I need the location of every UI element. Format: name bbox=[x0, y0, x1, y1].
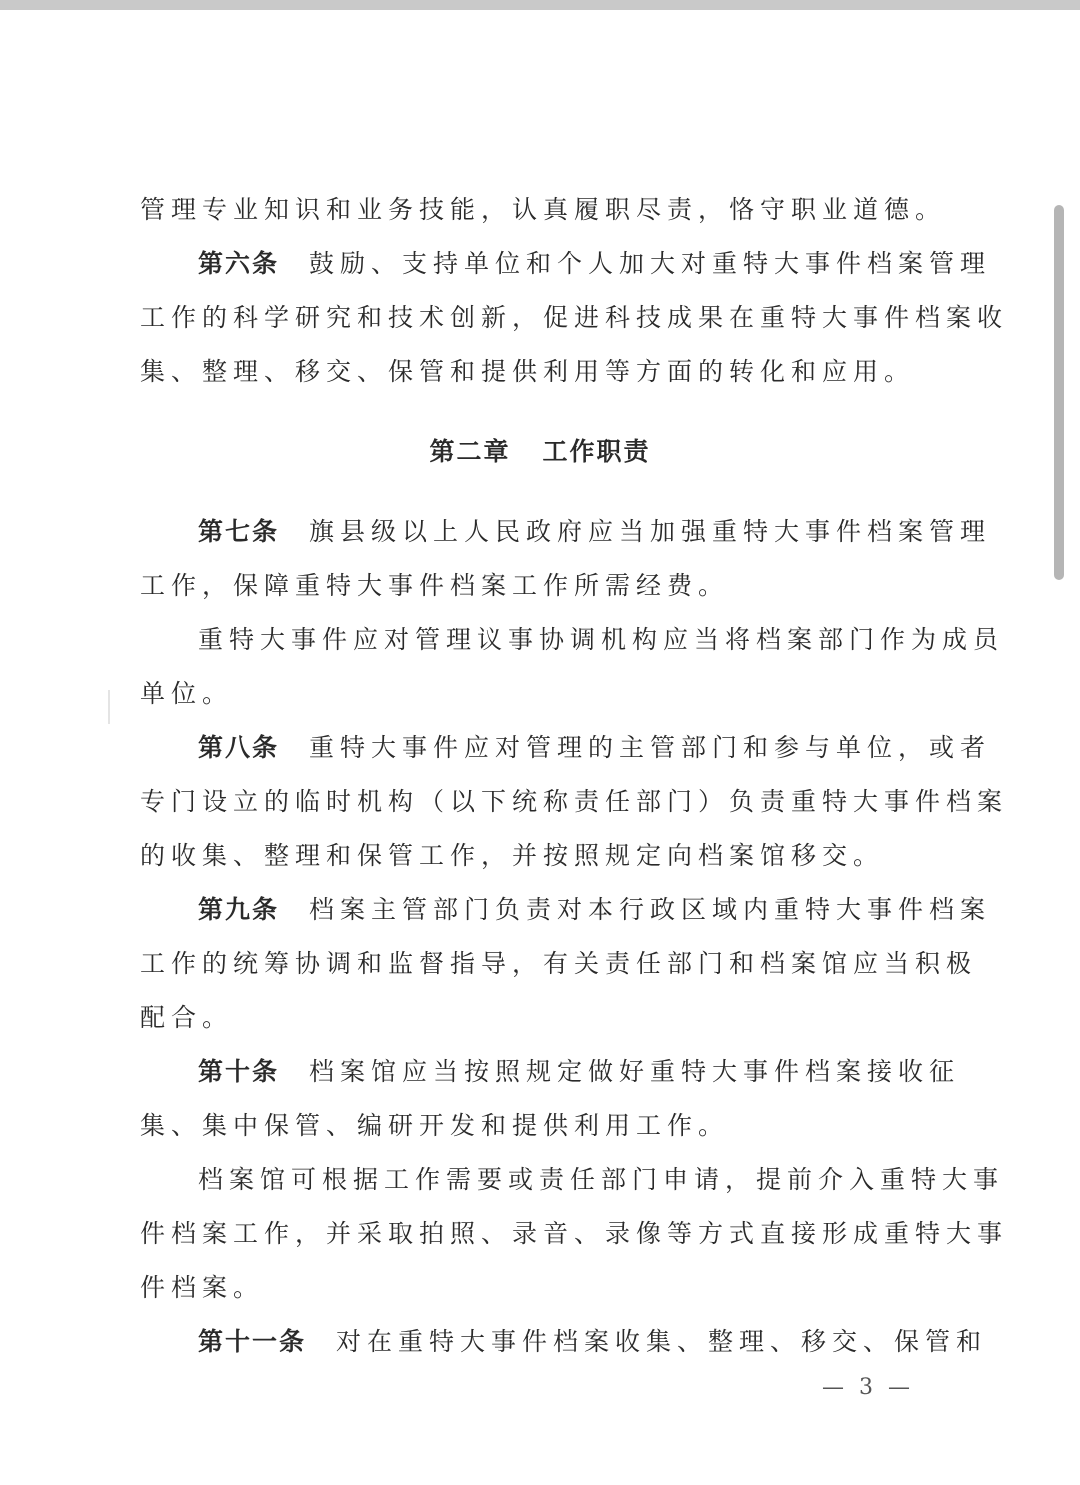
article-label: 第八条 bbox=[198, 733, 280, 762]
scrollbar-thumb[interactable] bbox=[1054, 205, 1064, 580]
text-line: 重特大事件应对管理议事协调机构应当将档案部门作为成员 bbox=[198, 625, 1005, 654]
text-line: 集、整理、移交、保管和提供利用等方面的转化和应用。 bbox=[140, 357, 916, 386]
text-line: 旗县级以上人民政府应当加强重特大事件档案管理 bbox=[309, 517, 992, 546]
article-8-line bbox=[198, 721, 992, 775]
text-line: 重特大事件应对管理的主管部门和参与单位，或者 bbox=[309, 733, 992, 762]
article-9-line bbox=[198, 883, 992, 937]
text-line: 件档案工作，并采取拍照、录音、录像等方式直接形成重特大事 bbox=[140, 1219, 1009, 1248]
text-line: 工作的统筹协调和监督指导，有关责任部门和档案馆应当积极 bbox=[140, 949, 978, 978]
chapter-number: 第二章 bbox=[429, 437, 511, 466]
page-number: — 3 — bbox=[822, 1375, 914, 1400]
chapter-title: 工作职责 bbox=[542, 437, 651, 466]
top-bar bbox=[0, 0, 1080, 10]
text-line: 件档案。 bbox=[140, 1273, 265, 1302]
article-10-line bbox=[198, 1045, 961, 1099]
text-line: 配合。 bbox=[140, 1003, 234, 1032]
article-7-line bbox=[198, 505, 992, 559]
text-line: 单位。 bbox=[140, 679, 234, 708]
article-11-line bbox=[198, 1315, 988, 1369]
article-6-line bbox=[198, 237, 992, 291]
article-label: 第六条 bbox=[198, 249, 280, 278]
article-label: 第十一条 bbox=[198, 1327, 307, 1356]
article-label: 第七条 bbox=[198, 517, 280, 546]
article-label: 第九条 bbox=[198, 895, 280, 924]
text-line: 档案馆应当按照规定做好重特大事件档案接收征 bbox=[309, 1057, 961, 1086]
chapter-heading bbox=[140, 425, 940, 479]
text-line: 工作的科学研究和技术创新，促进科技成果在重特大事件档案收 bbox=[140, 303, 1009, 332]
article-label: 第十条 bbox=[198, 1057, 280, 1086]
text-line: 档案主管部门负责对本行政区域内重特大事件档案 bbox=[309, 895, 992, 924]
text-line: 工作，保障重特大事件档案工作所需经费。 bbox=[140, 571, 730, 600]
text-line: 管理专业知识和业务技能，认真履职尽责，恪守职业道德。 bbox=[140, 195, 947, 224]
text-line: 对在重特大事件档案收集、整理、移交、保管和 bbox=[336, 1327, 988, 1356]
text-line: 的收集、整理和保管工作，并按照规定向档案馆移交。 bbox=[140, 841, 885, 870]
text-line: 鼓励、支持单位和个人加大对重特大事件档案管理 bbox=[309, 249, 992, 278]
text-line: 集、集中保管、编研开发和提供利用工作。 bbox=[140, 1111, 730, 1140]
page-edge-mark bbox=[108, 690, 110, 724]
text-line: 专门设立的临时机构（以下统称责任部门）负责重特大事件档案 bbox=[140, 787, 1009, 816]
text-line: 档案馆可根据工作需要或责任部门申请，提前介入重特大事 bbox=[198, 1165, 1005, 1194]
